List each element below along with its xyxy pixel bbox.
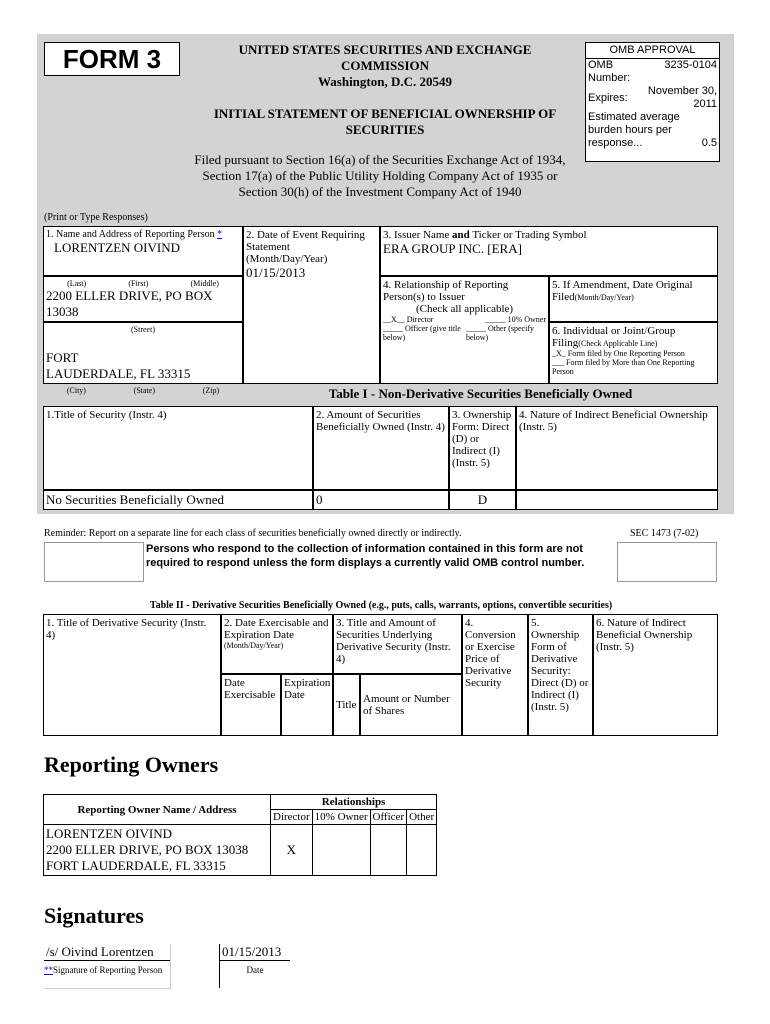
event-date: 01/15/2013 bbox=[246, 265, 306, 280]
box4-relationship bbox=[380, 276, 549, 384]
city-label: (City) bbox=[66, 386, 86, 395]
expiration-date-label: Expiration Date bbox=[284, 677, 331, 701]
table1-row-title: No Securities Beneficially Owned bbox=[43, 490, 313, 510]
officer-header: Officer bbox=[370, 810, 407, 825]
box3-and: and bbox=[452, 229, 470, 241]
table1-col4 bbox=[516, 406, 718, 490]
reporting-person-name: LORENTZEN OIVIND bbox=[54, 240, 181, 255]
table2-col6 bbox=[593, 614, 718, 736]
table2-col4 bbox=[462, 614, 528, 736]
table1-col1 bbox=[43, 406, 313, 490]
relationships-header: Relationships bbox=[271, 795, 437, 810]
street-address: 2200 ELLER DRIVE, PO BOX 13038 bbox=[46, 288, 213, 319]
ten-percent-check[interactable]: _____ 10% Owner bbox=[485, 315, 546, 324]
city-line2: LAUDERDALE, FL 33315 bbox=[46, 366, 191, 381]
box2-sub: (Month/Day/Year) bbox=[246, 253, 328, 265]
officer-mark bbox=[370, 825, 407, 876]
box6-filing bbox=[549, 322, 718, 384]
print-type-note: (Print or Type Responses) bbox=[44, 212, 148, 223]
amount-shares-label: Amount or Number of Shares bbox=[363, 693, 450, 717]
table2-col6-label: 6. Nature of Indirect Beneficial Ownership (Instr. 5) bbox=[596, 617, 693, 653]
box6-label: 6. Individual or Joint/Group Filing bbox=[552, 325, 676, 349]
box2-date bbox=[243, 226, 380, 384]
stars-footnote-link[interactable]: ** bbox=[44, 965, 53, 975]
street-label: (Street) bbox=[131, 325, 155, 334]
omb-number-label: OMB Number: bbox=[588, 59, 631, 84]
table2-col2b bbox=[281, 674, 333, 736]
table1-col2 bbox=[313, 406, 449, 490]
table1-col3 bbox=[449, 406, 516, 490]
filed-pursuant bbox=[170, 152, 590, 200]
table1-col2-label: 2. Amount of Securities Beneficially Owned (Instr. 4) bbox=[316, 409, 445, 433]
date-label: Date bbox=[246, 965, 264, 975]
signature-value: /s/ Oivind Lorentzen bbox=[44, 944, 170, 961]
officer-check[interactable]: _____ Officer (give title below) bbox=[383, 324, 461, 342]
agency-city: Washington, D.C. 20549 bbox=[318, 74, 452, 89]
other-header: Other bbox=[407, 810, 437, 825]
date-exercisable-label: Date Exercisable bbox=[224, 677, 276, 701]
persons-box-right bbox=[617, 542, 717, 582]
table2-col2a bbox=[221, 674, 281, 736]
box6-sub: (Check Applicable Line) bbox=[578, 339, 658, 348]
form-title-line1: INITIAL STATEMENT OF BENEFICIAL OWNERSHIP OF bbox=[213, 106, 557, 121]
table2-col4-label: 4. Conversion or Exercise Price of Derivative Security bbox=[465, 617, 516, 689]
more-persons-option[interactable]: ___ Form filed by More than One Reporting Person bbox=[552, 358, 695, 376]
table1-title: Table I - Non-Derivative Securities Beneficially Owned bbox=[328, 386, 633, 401]
date-box bbox=[219, 944, 290, 988]
table2-col1-label: 1. Title of Derivative Security (Instr. 4) bbox=[46, 617, 207, 641]
table2-col2-label: 2. Date Exercisable and Expiration Date bbox=[224, 617, 329, 641]
box5-amendment bbox=[549, 276, 718, 322]
first-label: (First) bbox=[128, 279, 149, 288]
reporting-owners-heading: Reporting Owners bbox=[44, 752, 219, 777]
owner-address: 2200 ELLER DRIVE, PO BOX 13038 bbox=[46, 842, 249, 857]
omb-number: 3235-0104 bbox=[664, 59, 717, 71]
other-check[interactable]: _____ Other (specify below) bbox=[466, 324, 534, 342]
box4-check: (Check all applicable) bbox=[415, 303, 514, 315]
director-header: Director bbox=[271, 810, 313, 825]
table1-row-form: D bbox=[449, 490, 516, 510]
issuer-name: ERA GROUP INC. [ERA] bbox=[383, 241, 522, 256]
city-state-zip-labels bbox=[43, 386, 243, 395]
signature-date: 01/15/2013 bbox=[220, 944, 290, 961]
table2-col2-sub: (Month/Day/Year) bbox=[224, 641, 284, 650]
reminder-text: Reminder: Report on a separate line for each class of securities beneficially owned directly or indirectly. bbox=[44, 528, 462, 539]
filed-line2: Section 17(a) of the Public Utility Holding Company Act of 1935 or bbox=[202, 168, 558, 183]
signatures-heading: Signatures bbox=[44, 903, 144, 928]
persons-box-left bbox=[44, 542, 144, 582]
table2-col3 bbox=[333, 614, 462, 674]
omb-burden-label: Estimated average burden hours per response... bbox=[588, 111, 680, 149]
title-label: Title bbox=[336, 699, 357, 711]
director-check[interactable]: __X__ Director bbox=[383, 315, 434, 324]
box3-issuer bbox=[380, 226, 718, 276]
persons-notice: Persons who respond to the collection of information contained in this form are not required to respond unless the form displays a currently valid OMB control number. bbox=[146, 543, 585, 569]
owner-name: LORENTZEN OIVIND bbox=[46, 826, 173, 841]
agency-line2: COMMISSION bbox=[340, 58, 430, 73]
box1-label: 1. Name and Address of Reporting Person bbox=[46, 229, 215, 240]
omb-burden: 0.5 bbox=[701, 137, 717, 149]
box2-label: 2. Date of Event Requiring Statement bbox=[246, 229, 365, 253]
ten-percent-header: 10% Owner bbox=[312, 810, 370, 825]
table2-col5-label: 5. Ownership Form of Derivative Security: Direct (D) or Indirect (I) (Instr. 5) bbox=[531, 617, 589, 713]
last-label: (Last) bbox=[67, 279, 87, 288]
table2-col3a bbox=[333, 674, 360, 736]
box5-sub: (Month/Day/Year) bbox=[574, 293, 634, 302]
zip-label: (Zip) bbox=[202, 386, 220, 395]
table1-col4-label: 4. Nature of Indirect Beneficial Ownership (Instr. 5) bbox=[519, 409, 708, 433]
form-number: FORM 3 bbox=[44, 42, 180, 76]
reporting-owners-table bbox=[43, 794, 437, 876]
table2-title: Table II - Derivative Securities Beneficially Owned (e.g., puts, calls, warrants, options, convertible securities) bbox=[149, 600, 613, 611]
table1-col1-label: 1.Title of Security (Instr. 4) bbox=[46, 409, 167, 421]
signature-label: Signature of Reporting Person bbox=[53, 965, 163, 975]
city-line1: FORT bbox=[46, 350, 79, 365]
box4-label: 4. Relationship of Reporting Person(s) to Issuer bbox=[383, 279, 509, 303]
box1-city bbox=[43, 322, 243, 384]
owner-city: FORT LAUDERDALE, FL 33315 bbox=[46, 858, 226, 873]
signature-box bbox=[44, 944, 171, 989]
table1-row-amount: 0 bbox=[313, 490, 449, 510]
table2-col5 bbox=[528, 614, 593, 736]
one-person-option[interactable]: _X_ Form filed by One Reporting Person bbox=[552, 349, 685, 358]
agency-header bbox=[190, 42, 580, 90]
table2-col3b bbox=[360, 674, 462, 736]
omb-title: OMB APPROVAL bbox=[586, 43, 719, 59]
filed-line3: Section 30(h) of the Investment Company Act of 1940 bbox=[238, 184, 522, 199]
form-title bbox=[190, 106, 580, 138]
box3-label2: Ticker or Trading Symbol bbox=[469, 229, 587, 241]
box5-label: 5. If Amendment, Date Original Filed bbox=[552, 279, 693, 303]
omb-approval-box bbox=[585, 42, 720, 162]
box1-name bbox=[43, 226, 243, 276]
omb-expires-label: Expires: bbox=[588, 91, 628, 104]
state-label: (State) bbox=[133, 386, 155, 395]
table1-row-nature bbox=[516, 490, 718, 510]
form-title-line2: SECURITIES bbox=[345, 122, 425, 137]
star-footnote-link[interactable]: * bbox=[217, 229, 223, 240]
director-mark: X bbox=[271, 825, 313, 876]
box1-street bbox=[43, 276, 243, 322]
owner-name-header: Reporting Owner Name / Address bbox=[44, 795, 271, 825]
table2-col1 bbox=[43, 614, 221, 736]
box3-label: 3. Issuer Name bbox=[383, 229, 453, 241]
middle-label: (Middle) bbox=[190, 279, 219, 288]
ten-percent-mark bbox=[312, 825, 370, 876]
sec-number: SEC 1473 (7-02) bbox=[630, 528, 699, 539]
table2-col3-label: 3. Title and Amount of Securities Underlying Derivative Security (Instr. 4) bbox=[336, 617, 451, 665]
table1-col3-label: 3. Ownership Form: Direct (D) or Indirect (I) (Instr. 5) bbox=[452, 409, 512, 469]
agency-line1: UNITED STATES SECURITIES AND EXCHANGE bbox=[238, 42, 532, 57]
table2-col2 bbox=[221, 614, 333, 674]
omb-expires: November 30, 2011 bbox=[647, 85, 717, 110]
filed-line1: Filed pursuant to Section 16(a) of the Securities Exchange Act of 1934, bbox=[194, 152, 566, 167]
other-mark bbox=[407, 825, 437, 876]
owner-row bbox=[44, 825, 437, 876]
